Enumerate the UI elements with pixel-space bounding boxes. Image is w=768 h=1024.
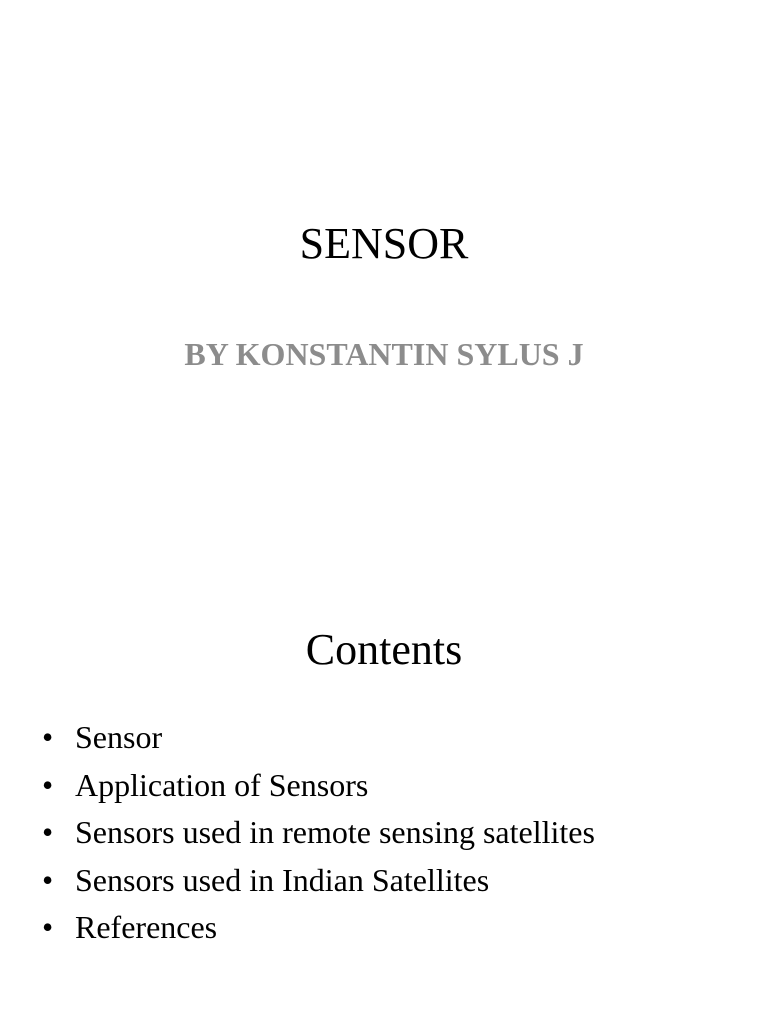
- slide-subtitle: BY KONSTANTIN SYLUS J: [184, 336, 584, 372]
- list-item-text: Sensor: [75, 719, 163, 755]
- bullet-icon: •: [42, 909, 54, 945]
- list-item: [40, 809, 595, 857]
- bullet-icon: •: [42, 861, 54, 898]
- bullet-icon: •: [42, 766, 54, 803]
- list-item: [40, 762, 595, 810]
- list-item: [40, 904, 595, 952]
- contents-list: [40, 714, 595, 952]
- contents-title: Contents: [305, 625, 463, 674]
- bullet-icon: •: [42, 719, 54, 755]
- list-item-text: Application of Sensors: [75, 766, 369, 803]
- slide-title: SENSOR: [299, 219, 469, 268]
- list-item: [40, 714, 595, 762]
- bullet-icon: •: [42, 814, 54, 850]
- title-slide: [0, 0, 768, 500]
- list-item-text: Sensors used in remote sensing satellites: [75, 814, 595, 850]
- list-item: [40, 857, 595, 905]
- list-item-text: Sensors used in Indian Satellites: [75, 861, 490, 898]
- list-item-text: References: [75, 909, 218, 945]
- contents-slide: [0, 500, 768, 1024]
